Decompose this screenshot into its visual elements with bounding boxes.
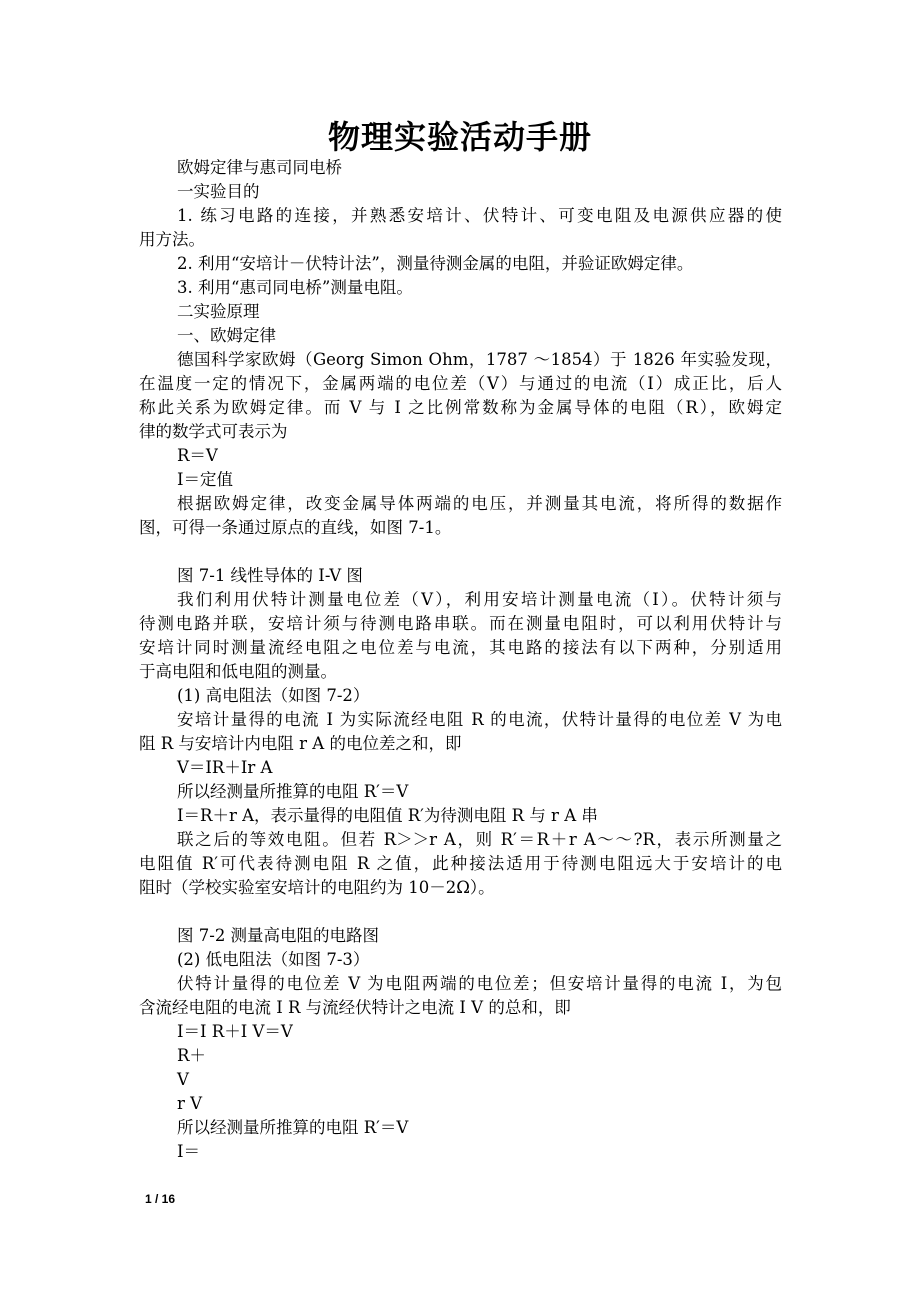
text-line: V＝IR＋Ir A <box>177 758 273 777</box>
text-line: 电阻值 R′可代表待测电阻 R 之值，此种接法适用于待测电阻远大于安培计的电 <box>139 854 782 873</box>
text-line: 图，可得一条通过原点的直线，如图 7-1。 <box>139 518 452 537</box>
text-line: (2) 低电阻法（如图 7-3） <box>177 950 370 969</box>
text-line: R＋ <box>177 1046 206 1065</box>
text-line: r V <box>177 1094 203 1113</box>
text-line: 图 7-2 测量高电阻的电路图 <box>177 926 380 945</box>
text-line: 一、欧姆定律 <box>177 326 276 345</box>
text-line: V <box>177 1070 189 1089</box>
text-line: 3. 利用“惠司同电桥”测量电阻。 <box>177 278 413 297</box>
text-line: 1. 练习电路的连接，并熟悉安培计、伏特计、可变电阻及电源供应器的使 <box>177 206 782 225</box>
text-line: 安培计同时测量流经电阻之电位差与电流，其电路的接法有以下两种，分别适用 <box>139 638 782 657</box>
text-line: 所以经测量所推算的电阻 R′＝V <box>177 1118 409 1137</box>
text-line: 待测电路并联，安培计须与待测电路串联。而在测量电阻时，可以利用伏特计与 <box>139 614 782 633</box>
blank-line <box>139 540 782 564</box>
text-line: I＝定值 <box>177 470 234 489</box>
text-line: 联之后的等效电阻。但若 R＞＞r A，则 R′＝R＋r A～～?R，表示所测量之 <box>177 830 782 849</box>
text-line: 图 7-1 线性导体的 I-V 图 <box>177 566 363 585</box>
text-line: I＝R＋r A，表示量得的电阻值 R′为待测电阻 R 与 r A 串 <box>177 806 598 825</box>
text-line: 阻时（学校实验室安培计的电阻约为 10－2Ω）。 <box>139 878 495 897</box>
text-line: 阻 R 与安培计内电阻 r A 的电位差之和，即 <box>139 734 462 753</box>
document-title: 物理实验活动手册 <box>327 118 592 156</box>
text-line: I＝I R＋I V＝V <box>177 1022 293 1041</box>
text-line: 用方法。 <box>139 230 205 249</box>
text-line: 根据欧姆定律，改变金属导体两端的电压，并测量其电流，将所得的数据作 <box>177 494 782 513</box>
text-line: 所以经测量所推算的电阻 R′＝V <box>177 782 409 801</box>
page-number: 1 / 16 <box>145 1192 176 1206</box>
text-line: 含流经电阻的电流 I R 与流经伏特计之电流 I V 的总和，即 <box>139 998 571 1017</box>
text-line: 欧姆定律与惠司同电桥 <box>177 158 342 177</box>
text-line: I＝ <box>177 1142 201 1161</box>
blank-line <box>139 900 782 924</box>
text-line: 称此关系为欧姆定律。而 V 与 I 之比例常数称为金属导体的电阻（R），欧姆定 <box>139 398 782 417</box>
text-line: (1) 高电阻法（如图 7-2） <box>177 686 370 705</box>
text-line: 二实验原理 <box>177 302 260 321</box>
text-line: 安培计量得的电流 I 为实际流经电阻 R 的电流，伏特计量得的电位差 V 为电 <box>177 710 782 729</box>
text-line: 伏特计量得的电位差 V 为电阻两端的电位差；但安培计量得的电流 I，为包 <box>177 974 782 993</box>
text-line: 德国科学家欧姆（Georg Simon Ohm，1787 ～1854）于 1826 年实验发现， <box>177 350 782 369</box>
text-line: 一实验目的 <box>177 182 260 201</box>
text-line: 在温度一定的情况下，金属两端的电位差（V）与通过的电流（I）成正比，后人 <box>139 374 782 393</box>
text-line: R＝V <box>177 446 218 465</box>
text-line: 2. 利用“安培计－伏特计法”，测量待测金属的电阻，并验证欧姆定律。 <box>177 254 694 273</box>
text-line: 律的数学式可表示为 <box>139 422 288 441</box>
document-body <box>139 156 782 1164</box>
text-line: 我们利用伏特计测量电位差（V），利用安培计测量电流（I）。伏特计须与 <box>177 590 782 609</box>
text-line: 于高电阻和低电阻的测量。 <box>139 662 337 681</box>
